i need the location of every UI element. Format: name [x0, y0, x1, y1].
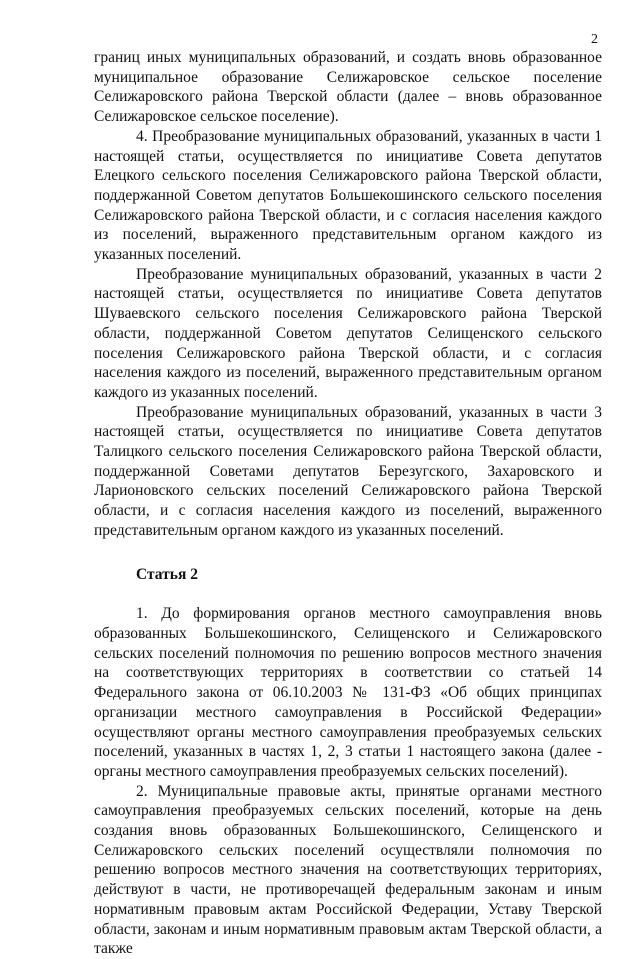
paragraph-article2-part2: 2. Муниципальные правовые акты, принятые органами местного самоуправления преобразуемых сельских поселений, которые на день создания вновь образованных Большекошинского, Селищенского и Селижаровского сельских поселений осуществляли полномочия по решению вопросов местного значения на соответствующих территориях, действуют в части, не противоречащей федеральным законам и иным нормативным правовым актам Российской Федерации, Уставу Тверской области, законам и иным нормативным правовым актам Тверской области, а также — [94, 782, 602, 958]
paragraph-article1-part4-third: Преобразование муниципальных образований, указанных в части 3 настоящей статьи, осуществляется по инициативе Совета депутатов Талицкого сельского поселения Селижаровского района Тверской области, поддержанной Советами депутатов Березугского, Захаровского и Ларионовского сельских поселений Селижаровского района Тверской области, и с согласия населения каждого из поселений, выраженного представительным органом каждого из указанных поселений. — [94, 403, 602, 539]
paragraph-continuation: границ иных муниципальных образований, и создать вновь образованное муниципальное образование Селижаровское сельское поселение Селижаровского района Тверской области (далее – вновь образованное Селижаровское сельское поселение). — [94, 49, 602, 126]
paragraph-article2-part1: 1. До формирования органов местного самоуправления вновь образованных Большекошинского, Селищенского и Селижаровского сельских поселений полномочия по решению вопросов местного значения на соответствующих территориях в соответствии со статьей 14 Федерального закона от 06.10.2003 № 131-ФЗ «Об общих принципах организации местного самоуправления в Российской Федерации» осуществляют органы местного самоуправления преобразуемых сельских поселений, указанных в частях 1, 2, 3 статьи 1 настоящего закона (далее - органы местного самоуправления преобразуемых сельских поселений). — [94, 605, 602, 780]
article-heading: Статья 2 — [136, 565, 198, 583]
paragraph-article1-part4: 4. Преобразование муниципальных образований, указанных в части 1 настоящей статьи, осуществляется по инициативе Совета депутатов Елецкого сельского поселения Селижаровского района Тверской области, поддержанной Советом депутатов Большекошинского сельского поселения Селижаровского района Тверской области, и с согласия населения каждого из поселений, выраженного представительным органом каждого из указанных поселений. — [94, 127, 602, 264]
paragraph-article1-part4-second: Преобразование муниципальных образований, указанных в части 2 настоящей статьи, осуществляется по инициативе Совета депутатов Шуваевского сельского поселения Селижаровского района Тверской области, поддержанной Советом депутатов Селищенского сельского поселения Селижаровского района Тверской области, и с согласия населения каждого из поселений, выраженного представительным органом каждого из указанных поселений. — [94, 265, 602, 401]
document-body — [94, 48, 602, 959]
page-number: 2 — [591, 32, 598, 47]
